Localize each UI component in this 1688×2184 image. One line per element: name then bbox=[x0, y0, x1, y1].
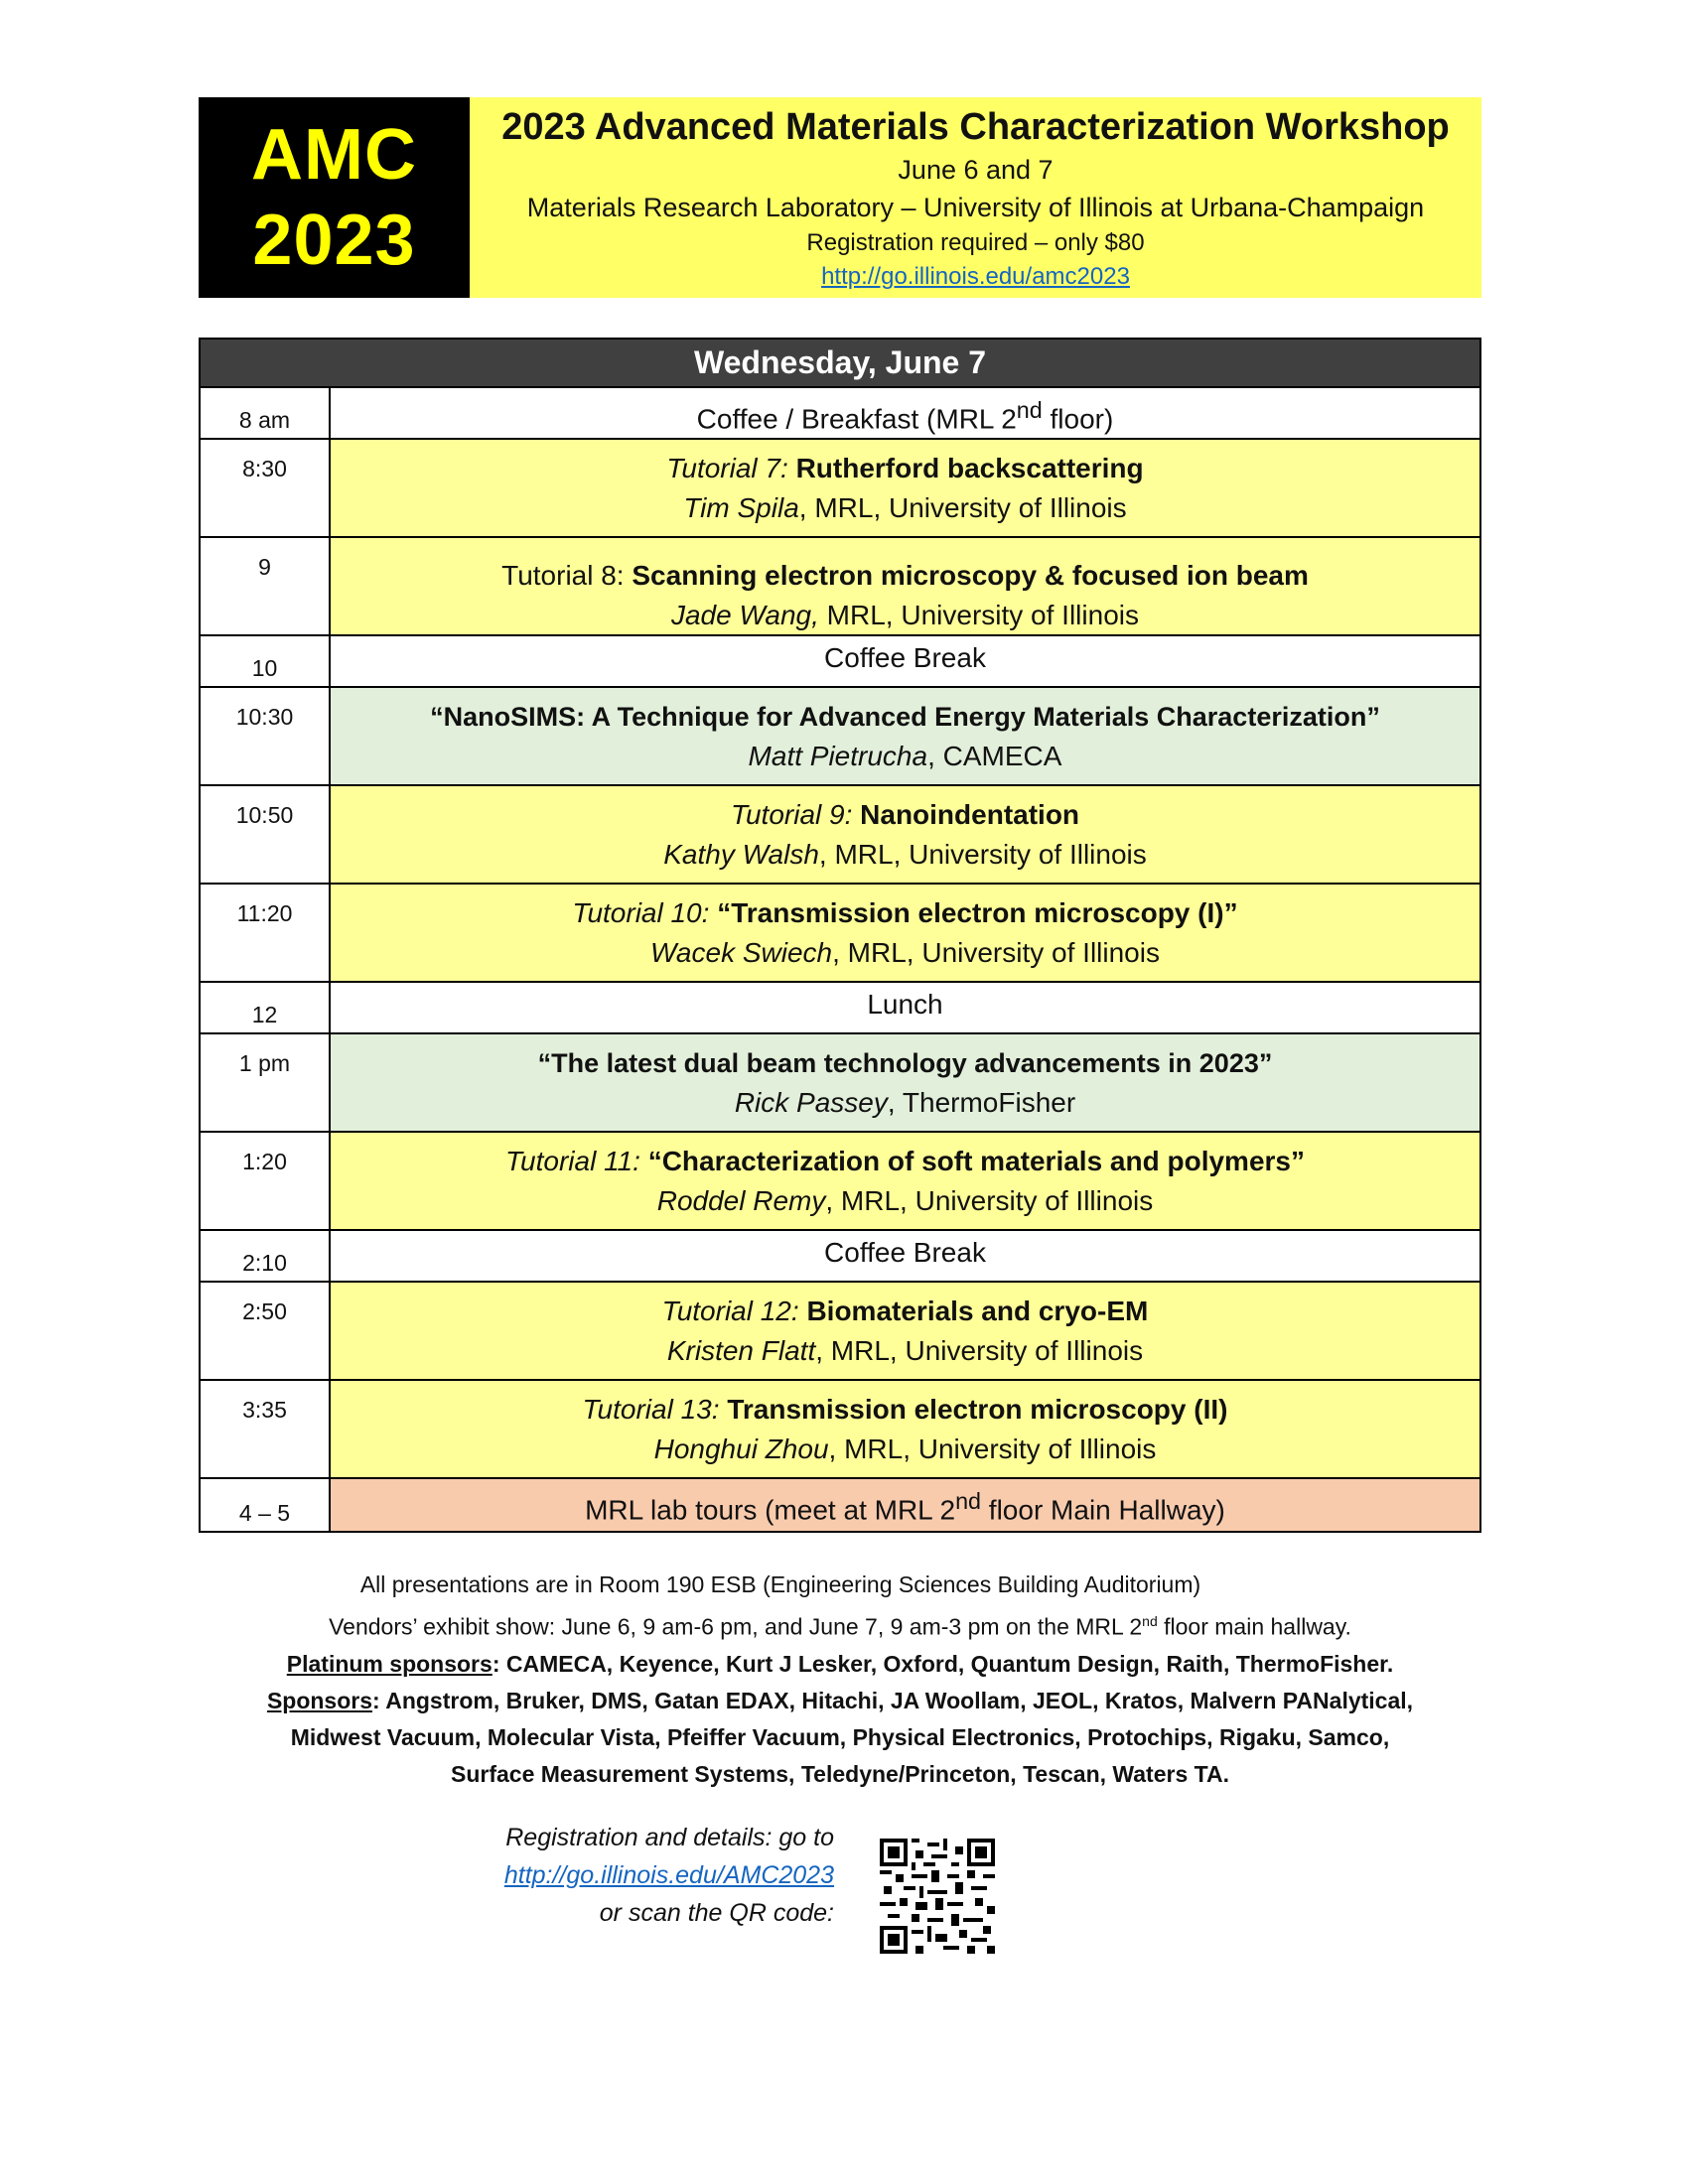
event-title: Tutorial 10: “Transmission electron microscopy (I)” bbox=[572, 896, 1238, 928]
event-title: “NanoSIMS: A Technique for Advanced Energy Materials Characterization” bbox=[430, 701, 1380, 732]
event-title: Tutorial 12: Biomaterials and cryo-EM bbox=[661, 1295, 1149, 1326]
row-time: 1 pm bbox=[201, 1034, 331, 1131]
schedule-table bbox=[199, 338, 1481, 1533]
workshop-header bbox=[199, 97, 1481, 298]
row-content bbox=[331, 1034, 1479, 1131]
schedule-row bbox=[201, 786, 1479, 885]
event-speaker: Tim Spila, MRL, University of Illinois bbox=[683, 491, 1127, 523]
event-speaker: Matt Pietrucha, CAMECA bbox=[748, 740, 1062, 771]
schedule-row bbox=[201, 1034, 1479, 1133]
qr-instruction: or scan the QR code: bbox=[599, 1899, 834, 1927]
schedule-row bbox=[201, 1231, 1479, 1283]
event-title: Tutorial 11: “Characterization of soft materials and polymers” bbox=[505, 1145, 1305, 1176]
sponsors-line-3: Surface Measurement Systems, Teledyne/Princeton, Tescan, Waters TA. bbox=[451, 1760, 1229, 1787]
registration-details bbox=[397, 1819, 834, 1932]
row-content bbox=[331, 885, 1479, 981]
qr-code-icon bbox=[880, 1839, 995, 1954]
header-info bbox=[470, 97, 1481, 298]
workshop-dates: June 6 and 7 bbox=[898, 155, 1054, 185]
row-content bbox=[331, 388, 1479, 438]
schedule-row bbox=[201, 636, 1479, 688]
row-time: 3:35 bbox=[201, 1381, 331, 1477]
row-time: 11:20 bbox=[201, 885, 331, 981]
schedule-row bbox=[201, 388, 1479, 440]
row-content bbox=[331, 983, 1479, 1032]
logo-line-2: 2023 bbox=[252, 201, 416, 280]
platinum-sponsors: Platinum sponsors: CAMECA, Keyence, Kurt J Lesker, Oxford, Quantum Design, Raith, ThermoFisher. bbox=[286, 1650, 1394, 1677]
row-content bbox=[331, 538, 1479, 634]
event-speaker: Roddel Remy, MRL, University of Illinois bbox=[656, 1184, 1154, 1216]
event-text: Coffee / Breakfast (MRL 2nd floor) bbox=[696, 397, 1114, 435]
schedule-row bbox=[201, 440, 1479, 538]
event-speaker: Honghui Zhou, MRL, University of Illinois bbox=[653, 1433, 1157, 1464]
row-time: 10 bbox=[201, 636, 331, 686]
event-title: Tutorial 8: Scanning electron microscopy & focused ion beam bbox=[501, 560, 1309, 591]
row-time: 12 bbox=[201, 983, 331, 1032]
day-header: Wednesday, June 7 bbox=[201, 340, 1479, 388]
event-speaker: Jade Wang, MRL, University of Illinois bbox=[670, 600, 1139, 630]
event-text: Coffee Break bbox=[824, 642, 986, 673]
registration-link[interactable]: http://go.illinois.edu/amc2023 bbox=[821, 263, 1130, 290]
row-time: 8 am bbox=[201, 388, 331, 438]
row-content bbox=[331, 1283, 1479, 1379]
event-speaker: Kathy Walsh, MRL, University of Illinois bbox=[663, 838, 1147, 870]
sponsors-line-2: Midwest Vacuum, Molecular Vista, Pfeiffer Vacuum, Physical Electronics, Protochips, Rigaku, Samco, bbox=[290, 1723, 1390, 1750]
event-speaker: Wacek Swiech, MRL, University of Illinois bbox=[650, 936, 1160, 968]
venue-note: All presentations are in Room 190 ESB (Engineering Sciences Building Auditorium) bbox=[359, 1571, 1201, 1597]
schedule-row bbox=[201, 1133, 1479, 1231]
registration-details-link[interactable]: http://go.illinois.edu/AMC2023 bbox=[503, 1861, 834, 1889]
event-text: MRL lab tours (meet at MRL 2nd floor Main Hallway) bbox=[585, 1488, 1225, 1526]
row-content bbox=[331, 440, 1479, 536]
row-content bbox=[331, 786, 1479, 883]
row-time: 2:50 bbox=[201, 1283, 331, 1379]
row-content bbox=[331, 1231, 1479, 1281]
event-speaker: Kristen Flatt, MRL, University of Illinois bbox=[666, 1334, 1144, 1366]
sponsors: Sponsors: Angstrom, Bruker, DMS, Gatan EDAX, Hitachi, JA Woollam, JEOL, Kratos, Malvern PANalytical, bbox=[266, 1687, 1414, 1713]
row-time: 10:30 bbox=[201, 688, 331, 784]
schedule-row bbox=[201, 983, 1479, 1034]
schedule-row bbox=[201, 538, 1479, 636]
row-content bbox=[331, 1381, 1479, 1477]
row-content bbox=[331, 636, 1479, 686]
amc-logo bbox=[199, 97, 470, 298]
workshop-title: 2023 Advanced Materials Characterization Workshop bbox=[501, 106, 1450, 148]
row-time: 1:20 bbox=[201, 1133, 331, 1229]
row-time: 2:10 bbox=[201, 1231, 331, 1281]
event-title: Tutorial 9: Nanoindentation bbox=[730, 798, 1080, 830]
row-content bbox=[331, 688, 1479, 784]
workshop-location: Materials Research Laboratory – University of Illinois at Urbana-Champaign bbox=[526, 193, 1425, 222]
schedule-row bbox=[201, 885, 1479, 983]
event-title: “The latest dual beam technology advancements in 2023” bbox=[537, 1047, 1273, 1078]
event-title: Tutorial 13: Transmission electron microscopy (II) bbox=[582, 1393, 1228, 1425]
event-speaker: Rick Passey, ThermoFisher bbox=[734, 1086, 1076, 1118]
schedule-row bbox=[201, 1479, 1479, 1531]
registration-note: Registration required – only $80 bbox=[806, 229, 1145, 256]
row-time: 8:30 bbox=[201, 440, 331, 536]
event-title: Tutorial 7: Rutherford backscattering bbox=[666, 452, 1144, 483]
event-text: Lunch bbox=[867, 989, 943, 1020]
row-time: 4 – 5 bbox=[201, 1479, 331, 1531]
vendor-note: Vendors’ exhibit show: June 6, 9 am-6 pm, and June 7, 9 am-3 pm on the MRL 2nd floor main hallway. bbox=[329, 1613, 1351, 1640]
logo-line-1: AMC bbox=[251, 115, 417, 195]
schedule-row bbox=[201, 1283, 1479, 1381]
schedule-row bbox=[201, 688, 1479, 786]
row-time: 10:50 bbox=[201, 786, 331, 883]
footer-notes bbox=[199, 1567, 1481, 1793]
row-time: 9 bbox=[201, 538, 331, 634]
row-content bbox=[331, 1479, 1479, 1531]
registration-text: Registration and details: go to bbox=[505, 1824, 834, 1851]
row-content bbox=[331, 1133, 1479, 1229]
schedule-row bbox=[201, 1381, 1479, 1479]
event-text: Coffee Break bbox=[824, 1237, 986, 1268]
